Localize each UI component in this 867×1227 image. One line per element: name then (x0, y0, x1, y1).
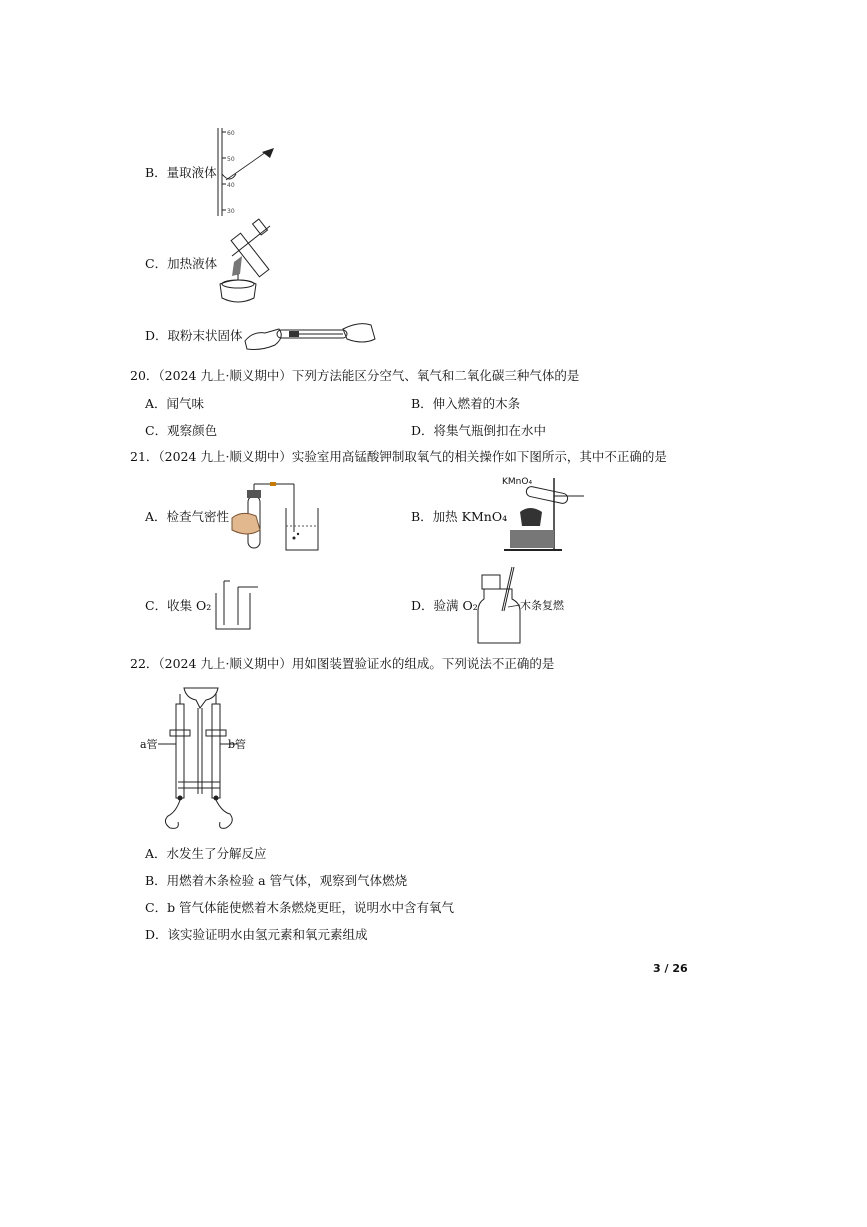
page-number: 3 / 26 (653, 962, 688, 975)
rekindle-label: 木条复燃 (520, 599, 564, 612)
q22-option-b: B．用燃着木条检验 a 管气体，观察到气体燃烧 (145, 873, 408, 888)
q19-option-b: B．量取液体 (145, 165, 217, 180)
q20-option-c: C．观察颜色 (145, 423, 218, 438)
q22-option-c: C．b 管气体能使燃着木条燃烧更旺，说明水中含有氧气 (145, 900, 455, 915)
q22-option-d: D．该实验证明水由氢元素和氧元素组成 (145, 927, 368, 942)
cylinder-tick-60: 60 (227, 130, 235, 137)
q19-option-c: C．加热液体 (145, 256, 218, 271)
q21-option-c: C．收集 O₂ (145, 598, 212, 613)
q22-option-a: A．水发生了分解反应 (145, 846, 267, 861)
q20-stem: 20．（2024 九上·顺义期中）下列方法能区分空气、氧气和二氧化碳三种气体的是 (130, 368, 580, 383)
q21-stem: 21．（2024 九上·顺义期中）实验室用高锰酸钾制取氧气的相关操作如下图所示，其中不正确的是 (130, 449, 667, 464)
q20-option-b: B．伸入燃着的木条 (411, 396, 521, 411)
q21-option-d: D．验满 O₂ (411, 598, 478, 613)
heating-liquid-figure (212, 218, 302, 308)
kmno4-label: KMnO₄ (502, 477, 533, 487)
powder-solid-figure (243, 315, 378, 353)
q19-option-d: D．取粉末状固体 (145, 328, 243, 343)
cylinder-tick-50: 50 (227, 156, 235, 163)
q20-option-d: D．将集气瓶倒扣在水中 (411, 423, 547, 438)
check-o2-full-figure (476, 563, 576, 647)
cylinder-tick-30: 30 (227, 208, 235, 215)
cylinder-tick-40: 40 (227, 182, 235, 189)
graduated-cylinder-figure (212, 128, 282, 218)
airtightness-check-figure (230, 478, 330, 554)
q21-option-a: A．检查气密性 (145, 509, 230, 524)
q21-option-b: B．加热 KMnO₄ (411, 509, 508, 524)
eye-icon (262, 148, 274, 158)
heating-kmno4-figure (502, 474, 592, 556)
tube-b-label: b管 (228, 738, 247, 751)
q22-stem: 22．（2024 九上·顺义期中）用如图装置验证水的组成。下列说法不正确的是 (130, 656, 555, 671)
electrolysis-figure (140, 684, 260, 834)
collect-o2-figure (210, 579, 262, 631)
q20-option-a: A．闻气味 (145, 396, 205, 411)
tube-a-label: a管 (140, 738, 158, 751)
